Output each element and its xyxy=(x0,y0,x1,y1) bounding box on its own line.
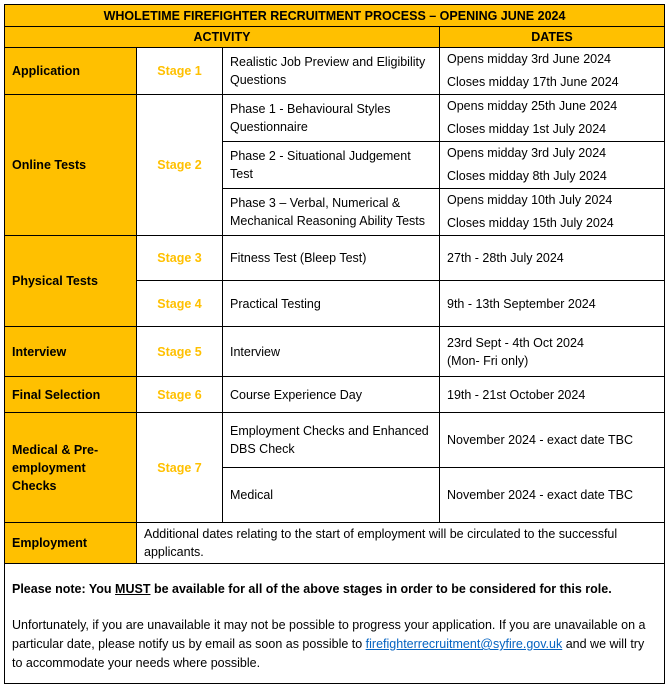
stage-label: Stage 3 xyxy=(137,236,223,281)
date-cell xyxy=(440,95,665,142)
date-cell: 9th - 13th September 2024 xyxy=(440,281,665,327)
notes-cell xyxy=(5,564,665,684)
activity-cell: Interview xyxy=(223,327,440,377)
activity-cell: Employment Checks and Enhanced DBS Check xyxy=(223,413,440,468)
stage-label: Stage 4 xyxy=(137,281,223,327)
closes-date: Closes midday 1st July 2024 xyxy=(447,122,607,136)
activity-header: ACTIVITY xyxy=(5,27,440,48)
category-physical-tests: Physical Tests xyxy=(5,236,137,327)
email-link[interactable]: firefighterrecruitment@syfire.gov.uk xyxy=(365,637,563,651)
category-application: Application xyxy=(5,48,137,95)
activity-cell: Course Experience Day xyxy=(223,377,440,413)
category-final-selection: Final Selection xyxy=(5,377,137,413)
date-cell: November 2024 - exact date TBC xyxy=(440,468,665,523)
date-cell: November 2024 - exact date TBC xyxy=(440,413,665,468)
activity-cell: Phase 2 - Situational Judgement Test xyxy=(223,142,440,189)
category-interview: Interview xyxy=(5,327,137,377)
activity-cell: Realistic Job Preview and Eligibility Questions xyxy=(223,48,440,95)
notes-row xyxy=(5,564,665,684)
closes-date: Closes midday 15th July 2024 xyxy=(447,216,614,230)
availability-note: Please note: You MUST be available for all of the above stages in order to be considered for this role. xyxy=(12,582,612,596)
activity-cell: Medical xyxy=(223,468,440,523)
opens-date: Opens midday 25th June 2024 xyxy=(447,99,618,113)
category-medical: Medical & Pre-employment Checks xyxy=(5,413,137,523)
closes-date: Closes midday 8th July 2024 xyxy=(447,169,607,183)
opens-date: Opens midday 10th July 2024 xyxy=(447,193,613,207)
date-cell xyxy=(440,189,665,236)
interview-dates: 23rd Sept - 4th Oct 2024 xyxy=(447,335,584,350)
opens-date: Opens midday 3rd June 2024 xyxy=(447,52,611,66)
interview-row xyxy=(5,327,665,377)
online-row-phase-1 xyxy=(5,95,665,142)
must-emphasis: MUST xyxy=(115,582,151,596)
stage-label: Stage 2 xyxy=(137,95,223,236)
stage-label: Stage 1 xyxy=(137,48,223,95)
activity-cell: Practical Testing xyxy=(223,281,440,327)
activity-cell: Phase 3 – Verbal, Numerical & Mechanical Reasoning Ability Tests xyxy=(223,189,440,236)
table-title: WHOLETIME FIREFIGHTER RECRUITMENT PROCESS – OPENING JUNE 2024 xyxy=(5,5,665,27)
recruitment-table xyxy=(4,4,665,684)
physical-row-stage-3 xyxy=(5,236,665,281)
dates-header: DATES xyxy=(440,27,665,48)
closes-date: Closes midday 17th June 2024 xyxy=(447,75,619,89)
activity-cell: Phase 1 - Behavioural Styles Questionnaire xyxy=(223,95,440,142)
date-cell: 19th - 21st October 2024 xyxy=(440,377,665,413)
employment-row xyxy=(5,523,665,564)
interview-dates-note: (Mon- Fri only) xyxy=(447,353,529,368)
date-cell xyxy=(440,48,665,95)
employment-text: Additional dates relating to the start of employment will be circulated to the successful applicants. xyxy=(137,523,665,564)
category-employment: Employment xyxy=(5,523,137,564)
stage-label: Stage 7 xyxy=(137,413,223,523)
date-cell xyxy=(440,327,665,377)
opens-date: Opens midday 3rd July 2024 xyxy=(447,146,607,160)
date-cell: 27th - 28th July 2024 xyxy=(440,236,665,281)
application-row xyxy=(5,48,665,95)
final-selection-row xyxy=(5,377,665,413)
stage-label: Stage 5 xyxy=(137,327,223,377)
contact-paragraph: Unfortunately, if you are unavailable it may not be possible to progress your application. If you are unavailable on a particular date, please notify us by email as soon as possible to firefighterrecruitment@syfire.gov.uk and we will try to accommodate your needs where possible. xyxy=(12,618,646,670)
activity-cell: Fitness Test (Bleep Test) xyxy=(223,236,440,281)
recruitment-document xyxy=(4,4,664,684)
medical-row-checks xyxy=(5,413,665,468)
stage-label: Stage 6 xyxy=(137,377,223,413)
category-online-tests: Online Tests xyxy=(5,95,137,236)
date-cell xyxy=(440,142,665,189)
